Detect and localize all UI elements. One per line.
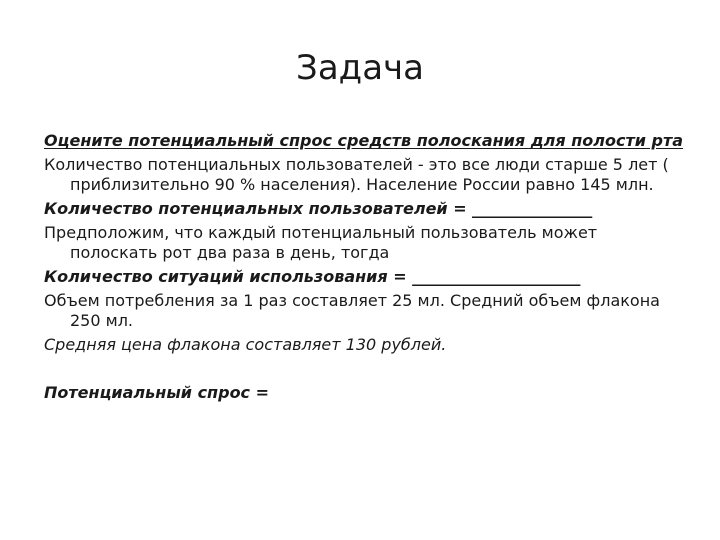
- price-info: Средняя цена флакона составляет 130 рублей.: [44, 335, 447, 354]
- volume-info: Объем потребления за 1 раз составляет 25 мл. Средний объем флакона 250 мл.: [44, 291, 660, 330]
- task-heading: Оцените потенциальный спрос средств полоскания для полости рта: [44, 131, 684, 150]
- usage-situations-label: Количество ситуаций использования = _____________________: [44, 267, 581, 286]
- spacer: [44, 359, 684, 383]
- users-description: Количество потенциальных пользователей - это все люди старше 5 лет ( приблизительно 90 % населения). Население России равно 145 млн.: [44, 155, 669, 194]
- assumption-text: Предположим, что каждый потенциальный пользователь может полоскать рот два раза в день, тогда: [44, 223, 598, 262]
- potential-demand-label: Потенциальный спрос =: [44, 383, 270, 402]
- slide-title: Задача: [296, 48, 424, 88]
- slide-content: [44, 131, 684, 407]
- users-count-label: Количество потенциальных пользователей = _______________: [44, 199, 593, 218]
